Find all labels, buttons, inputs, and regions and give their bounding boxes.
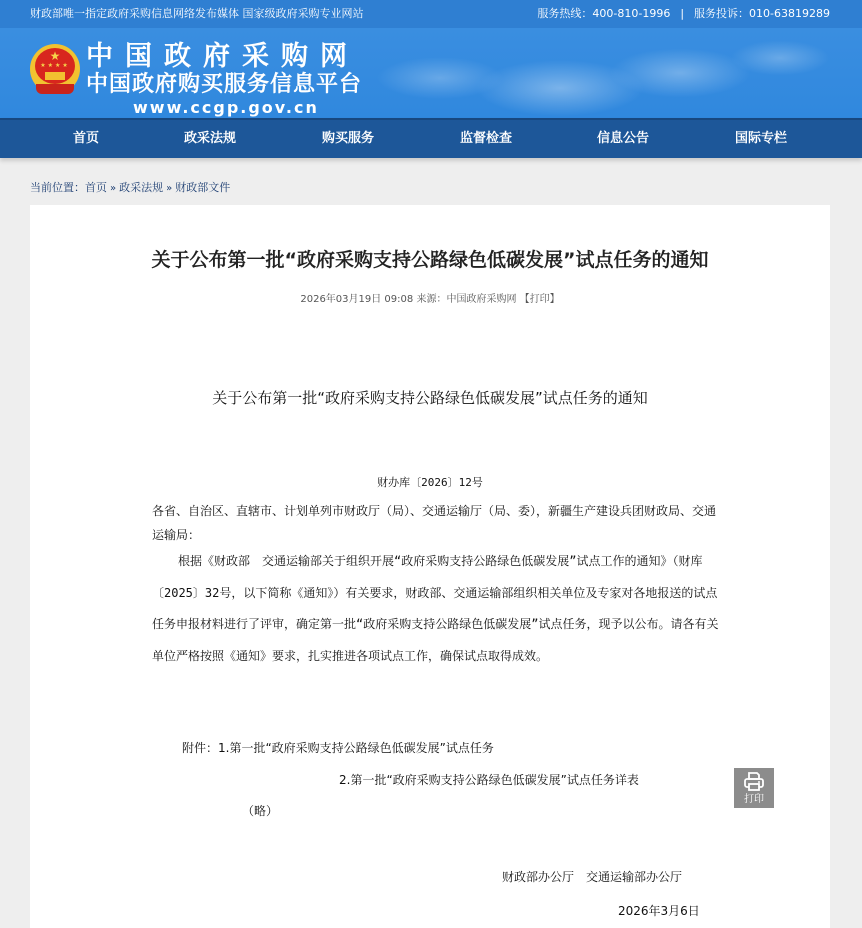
nav-item-purchase-services[interactable]: 购买服务 bbox=[321, 131, 374, 146]
body-paragraph: 根据《财政部 交通运输部关于组织开展“政府采购支持公路绿色低碳发展”试点工作的通知》（财库〔2025〕32号，以下简称《通知》）有关要求，财政部、交通运输部组织相关单位及专家对各地报送的试点任务申报材料进行了评审，确定第一批“政府采购支持公路绿色低碳发展”试点任务，现予以公布。请各有关单位严格按照《通知》要求，扎实推进各项试点工作，确保试点取得成效。 bbox=[152, 554, 719, 663]
source-label: 来源： bbox=[416, 294, 447, 305]
omitted-note: （略） bbox=[242, 804, 279, 818]
main-nav bbox=[0, 118, 862, 158]
print-button[interactable] bbox=[734, 768, 774, 808]
article-card bbox=[30, 205, 830, 928]
breadcrumb-separator: » bbox=[110, 183, 117, 194]
breadcrumb-prefix: 当前位置： bbox=[30, 181, 85, 194]
hotline: 服务热线：400-810-1996 bbox=[537, 7, 671, 20]
site-subtitle: 中国政府购买服务信息平台 bbox=[86, 72, 363, 97]
site-banner bbox=[0, 28, 862, 118]
print-button-label: 打印 bbox=[744, 794, 764, 805]
breadcrumb-mof-documents[interactable]: 财政部文件 bbox=[175, 181, 231, 194]
nav-item-announcements[interactable]: 信息公告 bbox=[596, 131, 649, 146]
nav-item-international[interactable]: 国际专栏 bbox=[734, 131, 787, 146]
publish-date: 2026年03月19日 09:08 bbox=[300, 294, 414, 305]
nav-item-regulations[interactable]: 政采法规 bbox=[183, 131, 236, 146]
top-info-bar bbox=[0, 0, 862, 28]
breadcrumb-separator: » bbox=[166, 183, 173, 194]
addressee: 各省、自治区、直辖市、计划单列市财政厅（局）、交通运输厅（局、委），新疆生产建设兵团财政局、交通运输局： bbox=[152, 504, 717, 542]
nav-item-home[interactable]: 首页 bbox=[72, 131, 99, 146]
article-meta bbox=[30, 293, 830, 307]
sign-date: 2026年3月6日 bbox=[618, 904, 700, 918]
printer-icon bbox=[743, 771, 765, 793]
article-title: 关于公布第一批“政府采购支持公路绿色低碳发展”试点任务的通知 bbox=[151, 249, 709, 271]
site-slogan: 财政部唯一指定政府采购信息网络发布媒体 国家级政府采购专业网站 bbox=[30, 7, 364, 20]
attachment-1: 附件：1.第一批“政府采购支持公路绿色低碳发展”试点任务 bbox=[182, 741, 494, 755]
breadcrumb-home[interactable]: 首页 bbox=[85, 181, 107, 194]
document-title: 关于公布第一批“政府采购支持公路绿色低碳发展”试点任务的通知 bbox=[212, 389, 648, 407]
breadcrumb bbox=[30, 180, 230, 197]
signatories: 财政部办公厅 交通运输部办公厅 bbox=[502, 870, 683, 884]
print-link[interactable]: 【打印】 bbox=[519, 294, 560, 305]
source-name: 中国政府采购网 bbox=[446, 294, 517, 305]
complaint-line: 服务投诉：010-63819289 bbox=[694, 7, 830, 20]
contact-info bbox=[537, 0, 830, 28]
national-emblem-icon[interactable]: ★ ★★★★ bbox=[30, 44, 80, 94]
attachment-2: 2.第一批“政府采购支持公路绿色低碳发展”试点任务详表 bbox=[339, 773, 639, 787]
site-url: www.ccgp.gov.cn bbox=[133, 98, 319, 117]
site-title[interactable]: 中国政府采购网 bbox=[86, 41, 359, 72]
separator: | bbox=[680, 7, 685, 20]
nav-item-supervision[interactable]: 监督检查 bbox=[459, 131, 512, 146]
document-number: 财办库〔2026〕12号 bbox=[377, 476, 483, 489]
breadcrumb-regulations[interactable]: 政采法规 bbox=[119, 181, 164, 194]
